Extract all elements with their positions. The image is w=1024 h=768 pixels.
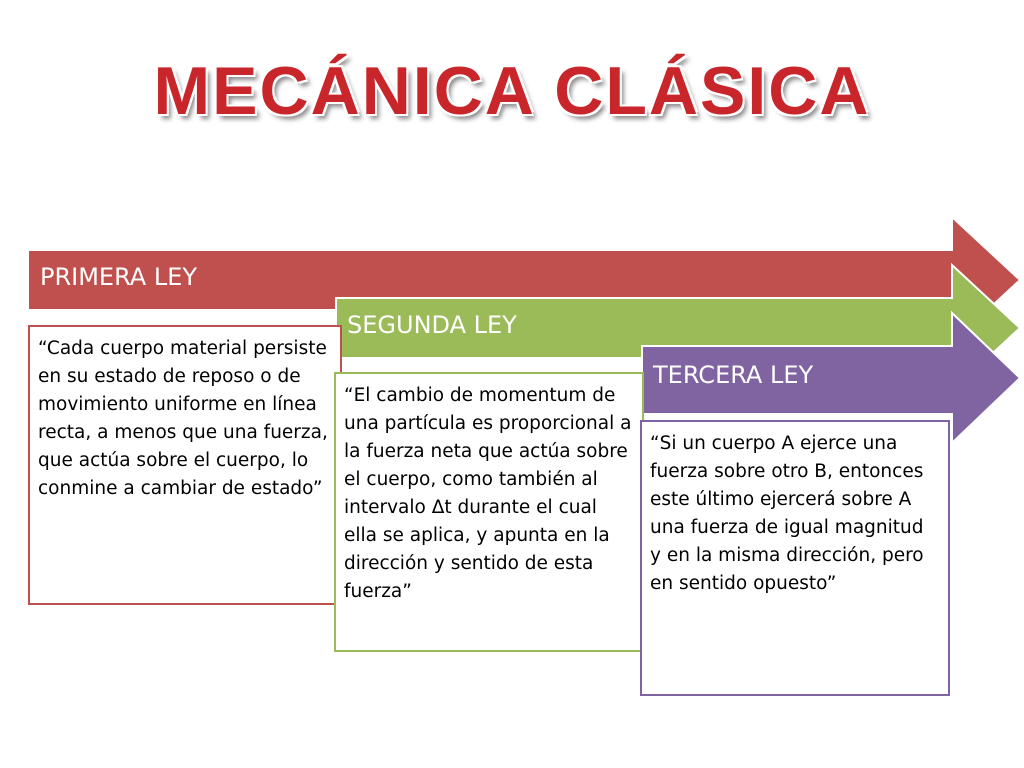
primera-ley-text: “Cada cuerpo material persiste en su estado de reposo o de movimiento uniforme en línea recta, a menos que una fuerza, que actúa sobre el cuerpo, lo conmine a cambiar de estado”	[28, 325, 342, 605]
segunda-ley-text: “El cambio de momentum de una partícula es proporcional a la fuerza neta que actúa sobre el cuerpo, como también al intervalo Δt durante el cual ella se aplica, y apunta en la dirección y sentido de esta fuerza”	[334, 372, 644, 652]
tercera-ley-label: TERCERA LEY	[653, 361, 814, 389]
primera-ley-label: PRIMERA LEY	[40, 263, 198, 291]
segunda-ley-label: SEGUNDA LEY	[347, 311, 517, 339]
tercera-ley-text: “Si un cuerpo A ejerce una fuerza sobre otro B, entonces este último ejercerá sobre A una fuerza de igual magnitud y en la misma dirección, pero en sentido opuesto”	[640, 420, 950, 696]
page-title: MECÁNICA CLÁSICA	[153, 53, 871, 129]
